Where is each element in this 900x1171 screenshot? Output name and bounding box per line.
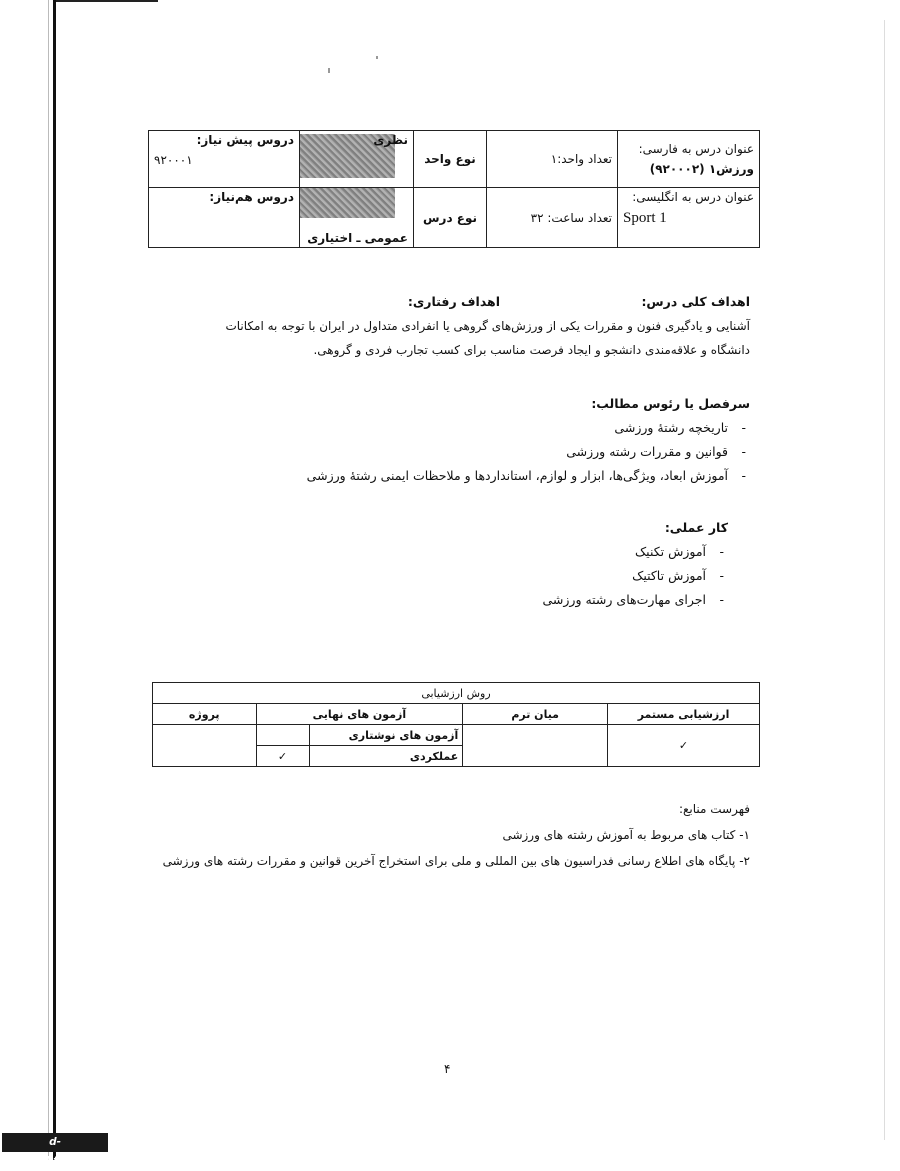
topics-section: [150, 392, 750, 488]
practical-section: [150, 516, 728, 612]
fa-title-label: عنوان درس به فارسی:: [638, 142, 754, 157]
course-type-cell: [414, 188, 487, 248]
topic-item: - تاریخچه رشتهٔ ورزشی: [150, 416, 750, 440]
course-type-label: نوع درس: [422, 210, 478, 225]
page-number: ۴: [444, 1062, 451, 1076]
course-type-value: عمومی ـ اختیاری: [307, 231, 408, 245]
objectives-section: [150, 290, 750, 362]
units-cell: [487, 131, 618, 188]
en-title-cell: [618, 188, 760, 248]
practical-item: - آموزش تاکتیک: [150, 564, 728, 588]
hours-cell: [487, 188, 618, 248]
fa-title-cell: [618, 131, 760, 188]
top-scan-line: [56, 0, 158, 2]
evaluation-title: روش ارزشیابی: [153, 683, 760, 704]
objectives-line: دانشگاه و علاقه‌مندی دانشجو و ایجاد فرصت مناسب برای کسب تجارب فردی و گروهی.: [313, 343, 750, 357]
topics-heading: سرفصل یا رئوس مطالب:: [591, 396, 750, 411]
units-label: تعداد واحد:۱: [550, 152, 612, 167]
course-type-value-cell: [300, 188, 414, 248]
prereq-cell: [149, 131, 300, 188]
coreq-cell: [149, 188, 300, 248]
evaluation-table: [152, 682, 760, 767]
row-written: آزمون های نوشتاری: [309, 725, 463, 746]
reference-item: ۱- کتاب های مربوط به آموزش رشته های ورزشی: [502, 828, 750, 842]
general-objectives-heading: اهداف کلی درس:: [641, 294, 750, 309]
practical-heading: کار عملی:: [664, 520, 728, 535]
references-section: [150, 796, 750, 874]
page-shadow-line: [48, 0, 49, 1160]
written-mark-cell: [256, 725, 309, 746]
theory-cell: [300, 131, 414, 188]
watermark-url: d-birjand.tvu.ac.ir: [2, 1133, 108, 1152]
theory-label: نظری: [373, 133, 408, 147]
midterm-cell: [463, 725, 608, 767]
prereq-label: دروس پیش نیاز:: [196, 133, 294, 147]
col-final: آزمون های نهایی: [256, 704, 463, 725]
col-project: پروژه: [153, 704, 257, 725]
right-scan-border: [884, 20, 885, 1140]
project-cell: [153, 725, 257, 767]
col-continuous: ارزشیابی مستمر: [608, 704, 760, 725]
practical-item: - اجرای مهارت‌های رشته ورزشی: [150, 588, 728, 612]
page-binding-edge: [53, 0, 56, 1160]
behavioral-objectives-heading: اهداف رفتاری:: [407, 294, 500, 309]
references-heading: فهرست منابع:: [678, 802, 750, 816]
reference-item: ۲- پایگاه های اطلاع رسانی فدراسیون های بین المللی و ملی برای استخراج آخرین قوانین و مقررات رشته های ورزشی: [162, 854, 750, 868]
scan-speck: [376, 56, 378, 59]
topic-item: - آموزش ابعاد، ویژگی‌ها، ابزار و لوازم، استانداردها و ملاحظات ایمنی رشتهٔ ورزشی: [150, 464, 750, 488]
objectives-line: آشنایی و یادگیری فنون و مقررات یکی از ورزش‌های گروهی یا انفرادی متداول در ایران با توجه به امکانات: [225, 319, 750, 333]
coreq-label: دروس هم‌نیاز:: [209, 190, 294, 205]
practical-check: ✓: [256, 746, 309, 767]
en-title-label: عنوان درس به انگلیسی:: [632, 190, 754, 205]
topic-item: - قوانین و مقررات رشته ورزشی: [150, 440, 750, 464]
row-practical: عملکردی: [309, 746, 463, 767]
scan-speck: [328, 68, 330, 73]
practical-item: - آموزش تکنیک: [150, 540, 728, 564]
col-midterm: میان ترم: [463, 704, 608, 725]
stamp-overlay: [300, 188, 395, 218]
unit-type-cell: [414, 131, 487, 188]
en-title-value: Sport 1: [623, 210, 667, 227]
hours-label: تعداد ساعت: ۳۲: [530, 210, 612, 225]
unit-type-label: نوع واحد: [424, 152, 476, 167]
course-header-table: [148, 130, 760, 248]
prereq-value: ۹۲۰۰۰۱: [154, 153, 193, 167]
fa-title-value: ورزش۱ (۹۲۰۰۰۲): [649, 162, 754, 177]
continuous-check: ✓: [608, 725, 760, 767]
